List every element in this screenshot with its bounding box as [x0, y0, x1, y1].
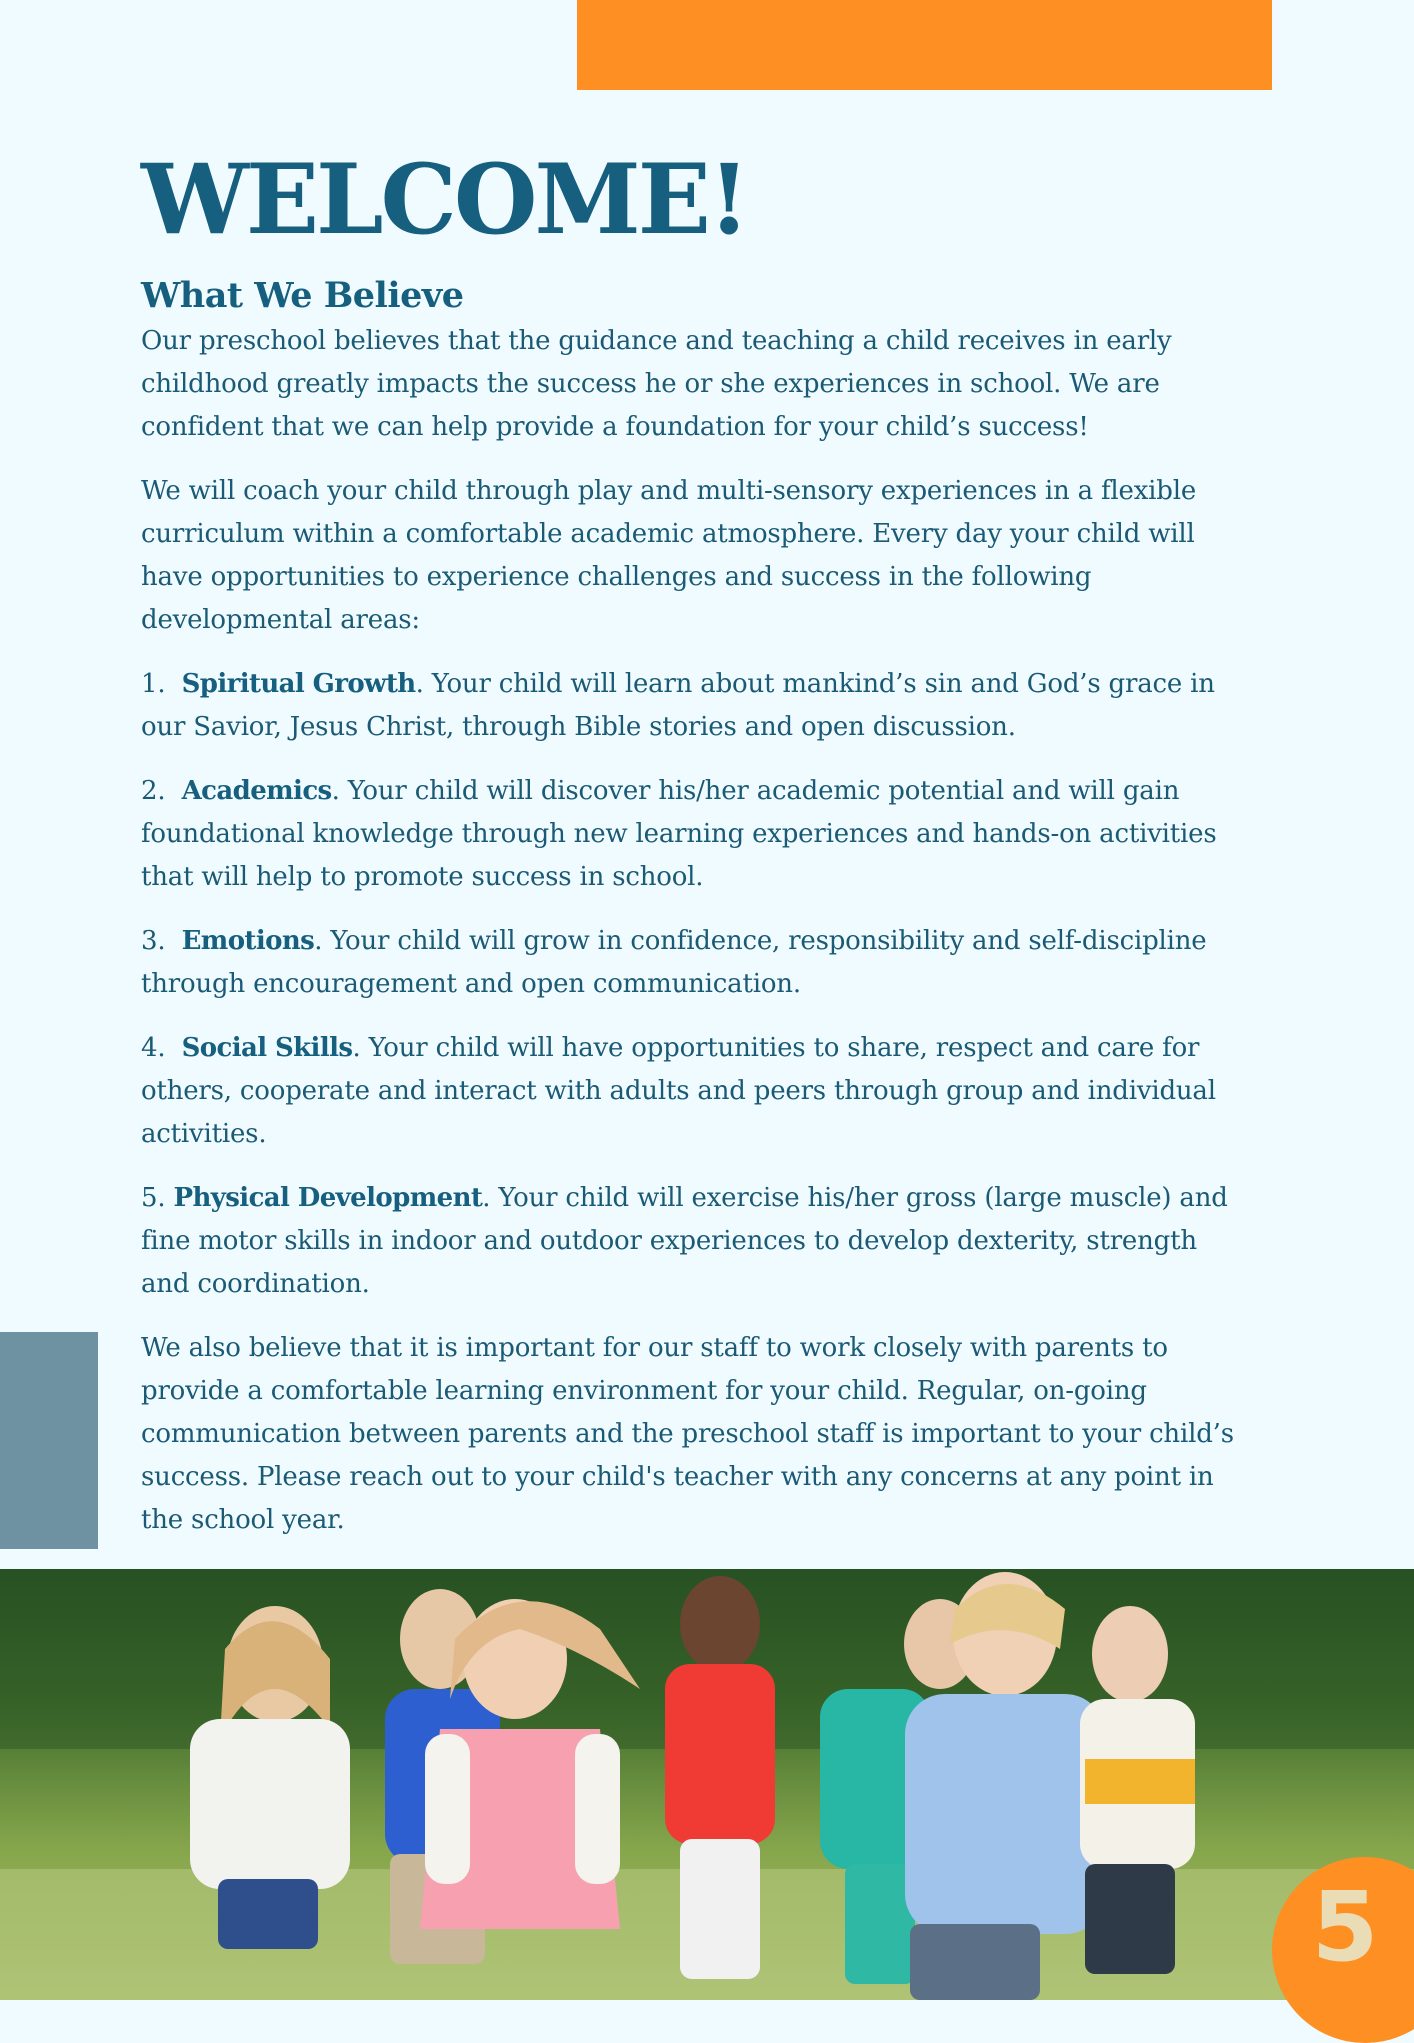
photo-illustration: [0, 1569, 1414, 2000]
intro-paragraph-2: We will coach your child through play and multi-sensory experiences in a flexible curriculum within a comfortable academic atmosphere. Every day your child will have opportunities to experience challenges and success in the following developmental areas:: [141, 476, 1197, 635]
area-name: Physical Development: [173, 1183, 483, 1213]
intro-paragraph-1: Our preschool believes that the guidance and teaching a child receives in early childhood greatly impacts the success he or she experiences in school. We are confident that we can help provide a foundation for your child’s success!: [141, 326, 1172, 442]
area-name: Spiritual Growth: [181, 669, 416, 699]
area-number: 5.: [141, 1183, 166, 1213]
area-item-academics: [141, 770, 1241, 899]
page-number: 5: [1311, 1871, 1379, 1983]
area-name: Academics: [181, 776, 332, 806]
area-description: . Your child will learn about mankind’s sin and God’s grace in our Savior, Jesus Christ, through Bible stories and open discussion.: [141, 669, 1215, 742]
area-number: 2.: [141, 776, 166, 806]
side-accent-bar: [0, 1332, 98, 1549]
area-number: 1.: [141, 669, 166, 699]
area-name: Social Skills: [181, 1033, 353, 1063]
area-item-spiritual-growth: [141, 663, 1241, 749]
area-description: . Your child will grow in confidence, responsibility and self-discipline through encouragement and open communication.: [141, 926, 1207, 999]
section-heading: What We Believe: [141, 275, 464, 316]
children-running-photo: [0, 1569, 1414, 2000]
area-description: . Your child will have opportunities to share, respect and care for others, cooperate and interact with adults and peers through group and individual activities.: [141, 1033, 1216, 1149]
page-title: WELCOME!: [141, 143, 748, 256]
closing-paragraph: We also believe that it is important for our staff to work closely with parents to provide a comfortable learning environment for your child. Regular, on-going communication between parents and the preschool staff is important to your child’s success. Please reach out to your child's teacher with any concerns at any point in the school year.: [141, 1333, 1234, 1535]
area-number: 3.: [141, 926, 166, 956]
area-item-social-skills: [141, 1027, 1241, 1156]
area-number: 4.: [141, 1033, 166, 1063]
top-accent-bar: [577, 0, 1272, 90]
area-name: Emotions: [181, 926, 315, 956]
main-content: [141, 140, 1241, 1563]
area-description: . Your child will discover his/her academic potential and will gain foundational knowledge through new learning experiences and hands-on activities that will help to promote success in school.: [141, 776, 1217, 892]
area-item-physical-development: [141, 1177, 1241, 1306]
area-description: . Your child will exercise his/her gross (large muscle) and fine motor skills in indoor and outdoor experiences to develop dexterity, strength and coordination.: [141, 1183, 1228, 1299]
area-item-emotions: [141, 920, 1241, 1006]
